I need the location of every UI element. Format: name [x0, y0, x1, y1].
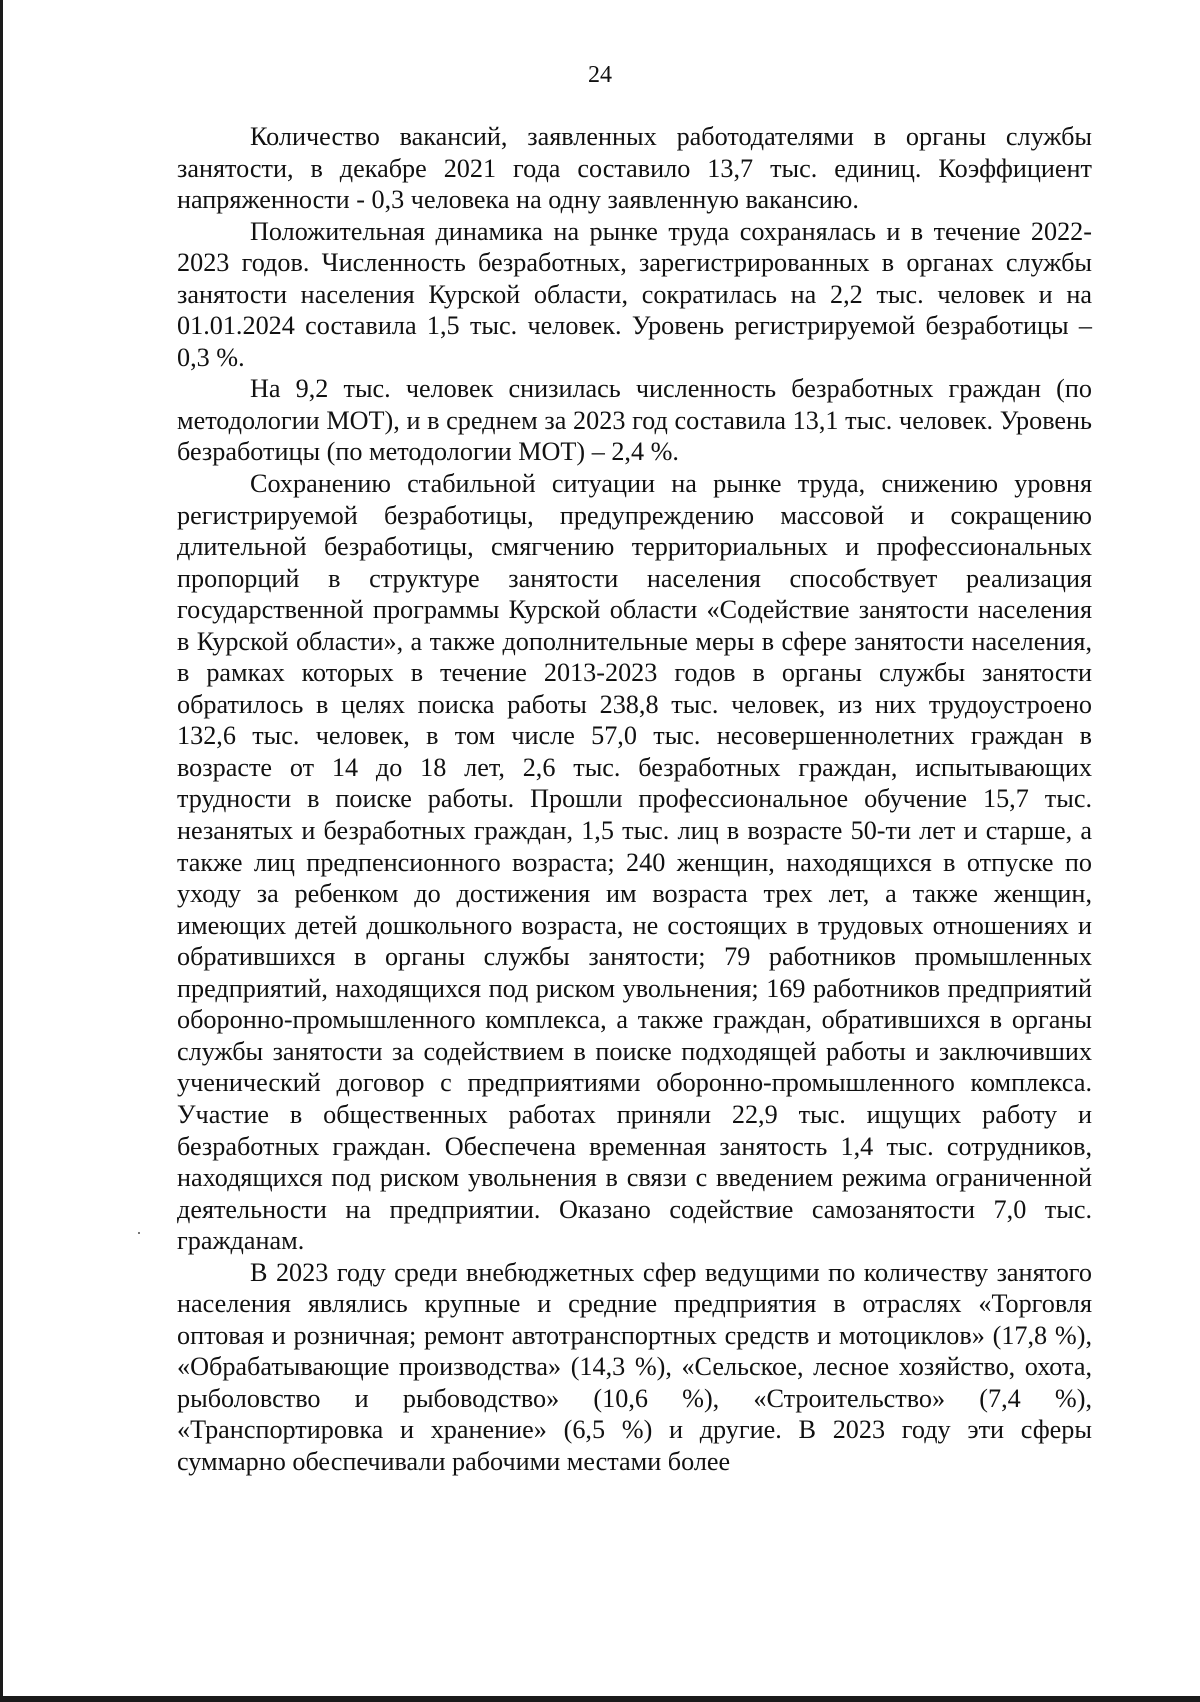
scan-speck: [138, 1232, 140, 1234]
document-body: [177, 121, 1092, 1478]
paragraph-ilo-unemployment: На 9,2 тыс. человек снизилась численность безработных граждан (по методологии МОТ), и в среднем за 2023 год составила 13,1 тыс. человек. Уровень безработицы (по методологии МОТ) – 2,4 %.: [177, 374, 1092, 467]
paragraph-vacancies: Количество вакансий, заявленных работодателями в органы службы занятости, в декабре 2021 года составило 13,7 тыс. единиц. Коэффициент напряженности - 0,3 человека на одну заявленную вакансию.: [177, 122, 1092, 215]
paragraph-labor-market-dynamics: Положительная динамика на рынке труда сохранялась и в течение 2022-2023 годов. Численность безработных, зарегистрированных в органах службы занятости населения Курской области, сократилась на 2,2 тыс. человек и на 01.01.2024 составила 1,5 тыс. человек. Уровень регистрируемой безработицы – 0,3 %.: [177, 216, 1092, 372]
scan-border-left: [0, 0, 3, 1702]
paragraph-employment-sectors: В 2023 году среди внебюджетных сфер ведущими по количеству занятого населения являлись крупные и средние предприятия в отраслях «Торговля оптовая и розничная; ремонт автотранспортных средств и мотоциклов» (17,8 %), «Обрабатывающие производства» (14,3 %), «Сельское, лесное хозяйство, охота, рыболовство и рыбоводство» (10,6 %), «Строительство» (7,4 %), «Транспортировка и хранение» (6,5 %) и другие. В 2023 году эти сферы суммарно обеспечивали рабочими местами более: [177, 1257, 1092, 1476]
page-number: 24: [588, 62, 612, 88]
scan-border-bottom: [0, 1696, 1200, 1702]
paragraph-employment-program: Сохранению стабильной ситуации на рынке труда, снижению уровня регистрируемой безработицы, предупреждению массовой и сокращению длительной безработицы, смягчению территориальных и профессиональных пропорций в структуре занятости населения способствует реализация государственной программы Курской области «Содействие занятости населения в Курской области», а также дополнительные меры в сфере занятости населения, в рамках которых в течение 2013-2023 годов в органы службы занятости обратилось в целях поиска работы 238,8 тыс. человек, из них трудоустроено 132,6 тыс. человек, в том числе 57,0 тыс. несовершеннолетних граждан в возрасте от 14 до 18 лет, 2,6 тыс. безработных граждан, испытывающих трудности в поиске работы. Прошли профессиональное обучение 15,7 тыс. незанятых и безработных граждан, 1,5 тыс. лиц в возрасте 50-ти лет и старше, а также лиц предпенсионного возраста; 240 женщин, находящихся в отпуске по уходу за ребенком до достижения им возраста трех лет, а также женщин, имеющих детей дошкольного возраста, не состоящих в трудовых отношениях и обратившихся в органы службы занятости; 79 работников промышленных предприятий, находящихся под риском увольнения; 169 работников предприятий оборонно-промышленного комплекса, а также граждан, обратившихся в органы службы занятости за содействием в поиске подходящей работы и заключивших ученический договор с предприятиями оборонно-промышленного комплекса. Участие в общественных работах приняли 22,9 тыс. ищущих работу и безработных граждан. Обеспечена временная занятость 1,4 тыс. сотрудников, находящихся под риском увольнения в связи с введением режима ограниченной деятельности на предприятии. Оказано содействие самозанятости 7,0 тыс. гражданам.: [177, 469, 1092, 1256]
